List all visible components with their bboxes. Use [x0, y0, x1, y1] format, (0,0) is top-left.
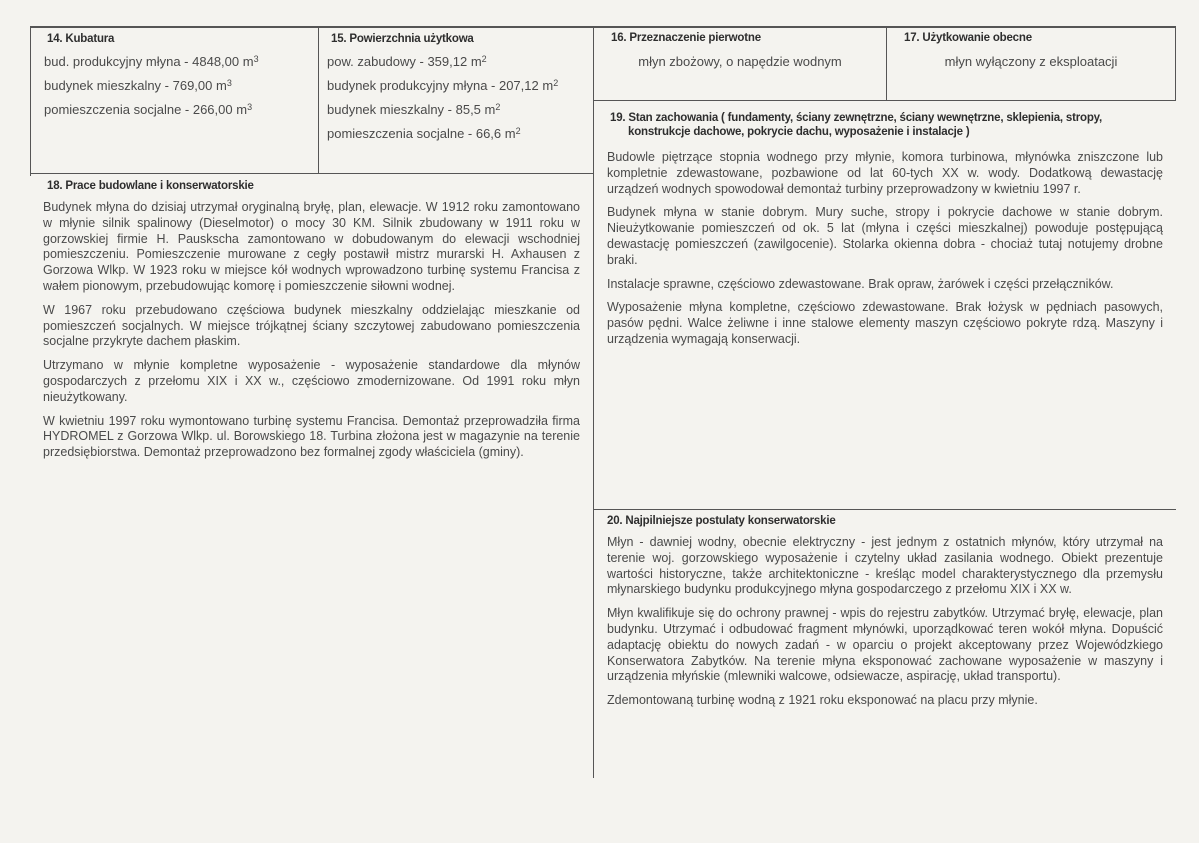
s18-paragraph: W kwietniu 1997 roku wymontowano turbinę systemu Francisa. Demontaż przeprowadziła firma HYDROMEL z Gorzowa Wlkp. ul. Borowskiego 18. Turbina złożona jest w magazynie na terenie przedsiębiorstwa. Demontaż przeprowadzono bez formalnej zgody właściciela (gminy).: [43, 413, 580, 460]
s19-paragraph: Budowle piętrzące stopnia wodnego przy młynie, komora turbinowa, młynówka zniszczone lub kompletnie zdewastowane, pozbawione od lat 60-tych XX w. wody. Dodatkową dewastację urządzeń wodnych spowodował demontaż turbiny przeprowadzony w kwietniu 1997 r.: [607, 150, 1163, 196]
s18-body: [43, 200, 580, 469]
s15-item: budynek produkcyjny młyna - 207,12 $m^2$: [327, 78, 559, 93]
s19-paragraph: Wyposażenie młyna kompletne, częściowo zdewastowane. Brak łożysk w pędniach pasowych, pasów pędni. Walce żeliwne i inne stalowe elementy maszyn częściowo pokryte rdzą. Maszyny i urządzenia wymagają konserwacji.: [607, 300, 1163, 346]
s19-paragraph: Budynek młyna w stanie dobrym. Mury suche, stropy i pokrycie dachowe w stanie dobrym. Nieużytkowanie pomieszczeń od ok. 5 lat (młyna i części mieszkalnej) powoduje postępującą dewastację pomieszczeń (zawilgocenie). Stolarka okienna dobra - chociaż tutaj notujemy drobne braki.: [607, 205, 1163, 267]
s14-item: budynek mieszkalny - 769,00 $m^3$: [44, 78, 232, 93]
s18-paragraph: Utrzymano w młynie kompletne wyposażenie - wyposażenie standardowe dla młynów gospodarczych z przełomu XIX i XX w., częściowo zmodernizowane. Od 1991 roku młyn nieużytkowany.: [43, 358, 580, 404]
s15-item: budynek mieszkalny - 85,5 $m^2$: [327, 102, 501, 117]
top-border: [30, 26, 1176, 28]
s19-paragraph: Instalacje sprawne, częściowo zdewastowane. Brak opraw, żarówek i części przełączników.: [607, 276, 1114, 291]
divider-14-15: [318, 26, 319, 174]
s14-item: bud. produkcyjny młyna - 4848,00 $m^3$: [44, 54, 259, 69]
s19-heading-line1: 19. Stan zachowania ( fundamenty, ściany zewnętrzne, ściany wewnętrzne, sklepienia, stropy,: [610, 112, 1103, 124]
s16-heading: 16. Przeznaczenie pierwotne: [611, 32, 761, 44]
s19-body: [607, 150, 1163, 356]
s15-item: pow. zabudowy - 359,12 $m^2$: [327, 54, 487, 69]
right-frame-line: [1175, 26, 1176, 101]
s15-item: pomieszczenia socjalne - 66,6 $m^2$: [327, 126, 521, 141]
center-vertical-divider: [593, 26, 594, 778]
s17-heading: 17. Użytkowanie obecne: [904, 32, 1032, 44]
s17-value: młyn wyłączony z eksploatacji: [944, 54, 1118, 69]
s14-heading: 14. Kubatura: [47, 33, 115, 45]
s20-heading: 20. Najpilniejsze postulaty konserwatorskie: [607, 515, 836, 527]
s15-heading: 15. Powierzchnia użytkowa: [331, 33, 474, 45]
s20-body: [607, 535, 1163, 717]
s19-heading-line2: konstrukcje dachowe, pokrycie dachu, wyposażenie i instalacje ): [628, 126, 970, 138]
s15-list: [327, 50, 558, 146]
hline-under-14-15: [30, 173, 594, 174]
hline-under-16-17: [593, 100, 1176, 101]
s18-heading: 18. Prace budowlane i konserwatorskie: [47, 180, 254, 192]
s14-list: [44, 50, 259, 122]
s18-paragraph: Budynek młyna do dzisiaj utrzymał oryginalną bryłę, plan, elewacje. W 1912 roku zamontowano w młynie silnik spalinowy (Dieselmotor) o mocy 30 KM. Silnik zbudowany w 1911 roku w gorzowskiej firmie H. Pauskscha zamontowano w dobudowanym do elewacji wschodniej pomieszczeniu. Pomieszczenie murowane z cegły postawił mistrz murarski H. Axhausen z Gorzowa Wlkp. W 1923 roku w miejsce kół wodnych wprowadzono turbinę systemu Francisa z wałem pionowym, przebudowując komorę i pomieszczenie siłowni wodnej.: [43, 200, 580, 293]
hline-under-19: [593, 509, 1176, 510]
s19-heading: [610, 111, 1102, 139]
s20-paragraph: Młyn kwalifikuje się do ochrony prawnej - wpis do rejestru zabytków. Utrzymać bryłę, elewacje, plan budynku. Utrzymać i odbudować fragment młynówki, uporządkować teren wokół młyna. Dopuścić adaptację obiektu do nowych zadań - w oparciu o projekt akceptowany przez Wojewódzkiego Konserwatora Zabytków. Na terenie młyna eksponować zachowane wyposażenie w maszyny i urządzenia młyńskie (mlewniki walcowe, odsiewacze, aspirację, układ transportu).: [607, 606, 1163, 684]
s16-value: młyn zbożowy, o napędzie wodnym: [638, 54, 842, 69]
s14-item: pomieszczenia socjalne - 266,00 $m^3$: [44, 102, 253, 117]
left-frame-line: [30, 26, 31, 176]
s18-paragraph: W 1967 roku przebudowano częściowa budynek mieszkalny oddzielając mieszkanie od pomieszczeń socjalnych. W miejsce trójkątnej ściany szczytowej zabudowano pomieszczenia socjalne przykryte dachem płaskim.: [43, 302, 580, 349]
s20-paragraph: Młyn - dawniej wodny, obecnie elektryczny - jest jednym z ostatnich młynów, który utrzymał na terenie woj. gorzowskiego wyposażenie i czytelny układ zasilania wodnego. Obiekt prezentuje wartości historyczne, także architektoniczne - kreśląc model charakterystycznego dla przemysłu młynarskiego budynku produkcyjnego młyna gospodarczego z przełomu XIX i XX w.: [607, 535, 1163, 597]
s20-paragraph: Zdemontowaną turbinę wodną z 1921 roku eksponować na placu przy młynie.: [607, 693, 1038, 708]
